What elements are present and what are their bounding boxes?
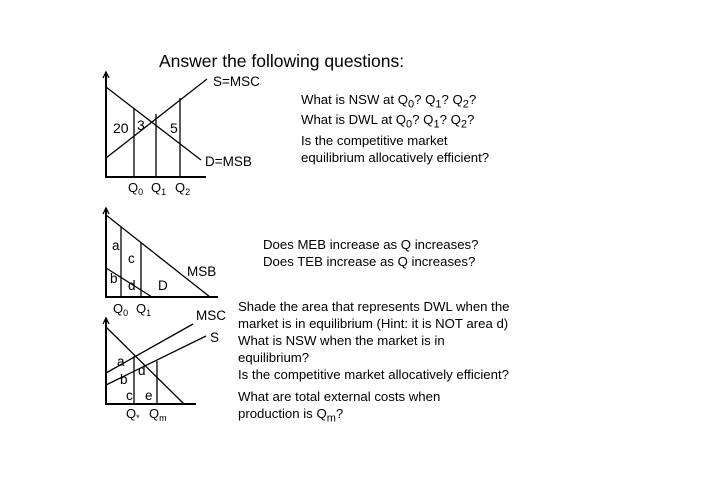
diagram3-area-b: b	[120, 372, 128, 387]
question-dwl: What is DWL at $Q_0$? $Q_1$? $Q_2$?	[301, 112, 475, 131]
diagram3-qm-label: $Q_m$	[149, 406, 167, 423]
diagram1-area-5: 5	[170, 120, 178, 136]
diagram3-s-label: S	[210, 330, 220, 345]
diagram2-area-a: a	[112, 238, 120, 253]
page-title: Answer the following questions:	[159, 51, 405, 71]
diagram1-supply-label: S=MSC	[213, 74, 260, 89]
question-efficient-line1: Is the competitive market	[301, 133, 448, 148]
question-meb: Does MEB increase as Q increases?	[263, 237, 479, 252]
diagram1-demand-label: D=MSB	[205, 154, 252, 169]
question-efficient-line2: equilibrium allocatively efficient?	[301, 150, 490, 165]
diagram3-msc-label: MSC	[196, 308, 226, 323]
question-tec-line1: What are total external costs when	[238, 389, 441, 404]
question-nsw-eq-line2: equilibrium?	[238, 350, 310, 365]
diagram2-q1-label: $Q_1$	[136, 301, 152, 318]
diagram1-q1-label: $Q_1$	[151, 180, 167, 197]
question-tec-line2: production is $Q_m$?	[238, 406, 344, 425]
diagram2-area-d: d	[128, 278, 136, 293]
diagram2-msb-label: MSB	[187, 264, 217, 279]
question-efficient-3: Is the competitive market allocatively efficient?	[238, 367, 509, 382]
diagram1-q2-label: $Q_2$	[175, 180, 191, 197]
question-nsw: What is NSW at $Q_0$? $Q_1$? $Q_2$?	[301, 92, 477, 111]
question-teb: Does TEB increase as Q increases?	[263, 254, 476, 269]
diagram3-qstar-label: $Q_*$	[126, 406, 140, 423]
diagram3-area-d: d	[138, 363, 146, 378]
diagram1-q0-label: $Q_0$	[128, 180, 144, 197]
question-nsw-eq-line1: What is NSW when the market is in	[238, 333, 445, 348]
diagram2-area-c: c	[128, 251, 135, 266]
diagram3-area-a: a	[117, 354, 125, 369]
diagram2-q0-label: $Q_0$	[113, 301, 129, 318]
diagram2-area-D: D	[158, 278, 168, 293]
diagram3-area-c: c	[126, 388, 133, 403]
question-shade-line2: market is in equilibrium (Hint: it is NOT area d)	[238, 316, 509, 331]
diagram3-area-e: e	[145, 388, 153, 403]
diagram1-area-20: 20	[113, 120, 129, 136]
question-shade-line1: Shade the area that represents DWL when the	[238, 299, 510, 314]
diagram2-area-b: b	[110, 271, 118, 286]
diagram1-area-3: 3	[137, 117, 145, 133]
